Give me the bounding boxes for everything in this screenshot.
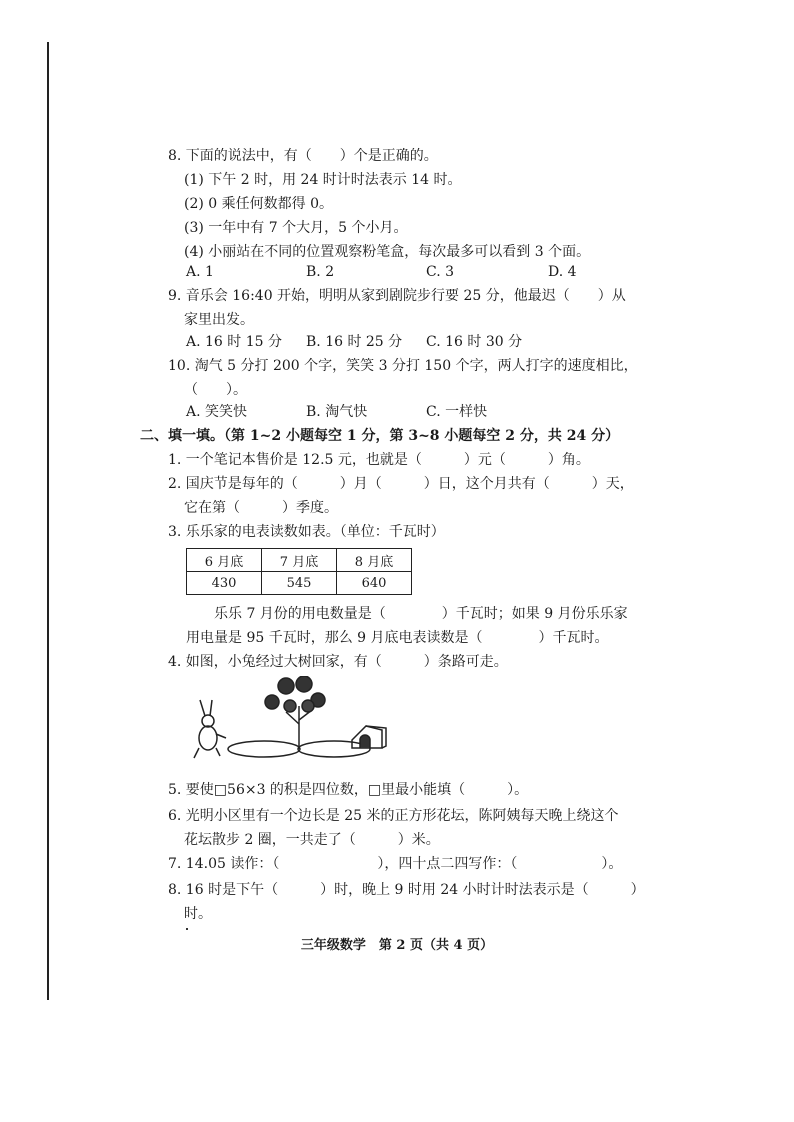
q10-stem-line1: 10. 淘气 5 分打 200 个字，笑笑 3 分打 150 个字，两人打字的速度相比， xyxy=(168,358,638,374)
q8-statement-1: (1) 下午 2 时，用 24 时计时法表示 14 时。 xyxy=(184,172,462,188)
s2-q5: 5. 要使□56×3 的积是四位数，□里最小能填（ ）。 xyxy=(168,782,529,798)
s2-q3-text1: 乐乐 7 月份的用电数量是（ ）千瓦时；如果 9 月份乐乐家 xyxy=(214,606,628,622)
q9-option-c: C. 16 时 30 分 xyxy=(426,334,523,350)
s2-q3: 3. 乐乐家的电表读数如表。（单位：千瓦时） xyxy=(168,524,445,540)
s2-q6-line1: 6. 光明小区里有一个边长是 25 米的正方形花坛，陈阿姨每天晚上绕这个 xyxy=(168,808,619,824)
q10-option-a: A. 笑笑快 xyxy=(186,404,248,420)
q9-stem-line1: 9. 音乐会 16:40 开始，明明从家到剧院步行要 25 分，他最迟（ ）从 xyxy=(168,288,626,304)
q10-stem-line2: （ ）。 xyxy=(184,382,247,398)
q9-stem-line2: 家里出发。 xyxy=(184,312,254,328)
table-value-aug: 640 xyxy=(337,572,412,595)
s2-q1: 1. 一个笔记本售价是 12.5 元，也就是（ ）元（ ）角。 xyxy=(168,452,590,468)
rabbit-paths-illustration xyxy=(186,676,396,766)
s2-q8-line2: 时。 xyxy=(184,906,212,922)
s2-q6-line2: 花坛散步 2 圈，一共走了（ ）米。 xyxy=(184,832,440,848)
q8-statement-3: (3) 一年中有 7 个大月，5 个小月。 xyxy=(184,220,408,236)
tree-icon xyxy=(265,676,325,749)
section2-heading: 二、填一填。（第 1~2 小题每空 1 分，第 3~8 小题每空 2 分，共 24 分） xyxy=(140,428,620,444)
s2-q2-line1: 2. 国庆节是每年的（ ）月（ ）日，这个月共有（ ）天， xyxy=(168,476,634,492)
q10-option-c: C. 一样快 xyxy=(426,404,488,420)
doghouse-icon xyxy=(352,726,386,748)
table-value-jul: 545 xyxy=(262,572,337,595)
s2-q7: 7. 14.05 读作：（ ），四十点二四写作：（ ）。 xyxy=(168,856,623,872)
q8-statement-4: (4) 小丽站在不同的位置观察粉笔盒，每次最多可以看到 3 个面。 xyxy=(184,244,591,260)
q8-option-b: B. 2 xyxy=(306,264,335,280)
table-value-jun: 430 xyxy=(187,572,262,595)
q8-statement-2: (2) 0 乘任何数都得 0。 xyxy=(184,196,333,212)
q8-option-d: D. 4 xyxy=(548,264,577,280)
table-header-jun: 6 月底 xyxy=(187,549,262,572)
meter-reading-table xyxy=(186,548,412,595)
s2-q8-line1: 8. 16 时是下午（ ）时，晚上 9 时用 24 小时计时法表示是（ ） xyxy=(168,882,645,898)
q8-stem: 8. 下面的说法中，有（ ）个是正确的。 xyxy=(168,148,438,164)
q8-option-a: A. 1 xyxy=(186,264,214,280)
page-footer: 三年级数学 第 2 页（共 4 页） xyxy=(300,938,494,953)
q8-option-c: C. 3 xyxy=(426,264,455,280)
table-header-jul: 7 月底 xyxy=(262,549,337,572)
s2-q4: 4. 如图，小兔经过大树回家，有（ ）条路可走。 xyxy=(168,654,508,670)
q9-option-a: A. 16 时 15 分 xyxy=(186,334,282,350)
binding-margin-line xyxy=(47,42,49,1000)
q9-option-b: B. 16 时 25 分 xyxy=(306,334,403,350)
s2-q3-text2: 用电量是 95 千瓦时，那么 9 月底电表读数是（ ）千瓦时。 xyxy=(186,630,609,646)
scan-speck xyxy=(186,928,188,930)
rabbit-icon xyxy=(194,700,226,758)
q10-option-b: B. 淘气快 xyxy=(306,404,368,420)
s2-q2-line2: 它在第（ ）季度。 xyxy=(184,500,338,516)
table-header-aug: 8 月底 xyxy=(337,549,412,572)
